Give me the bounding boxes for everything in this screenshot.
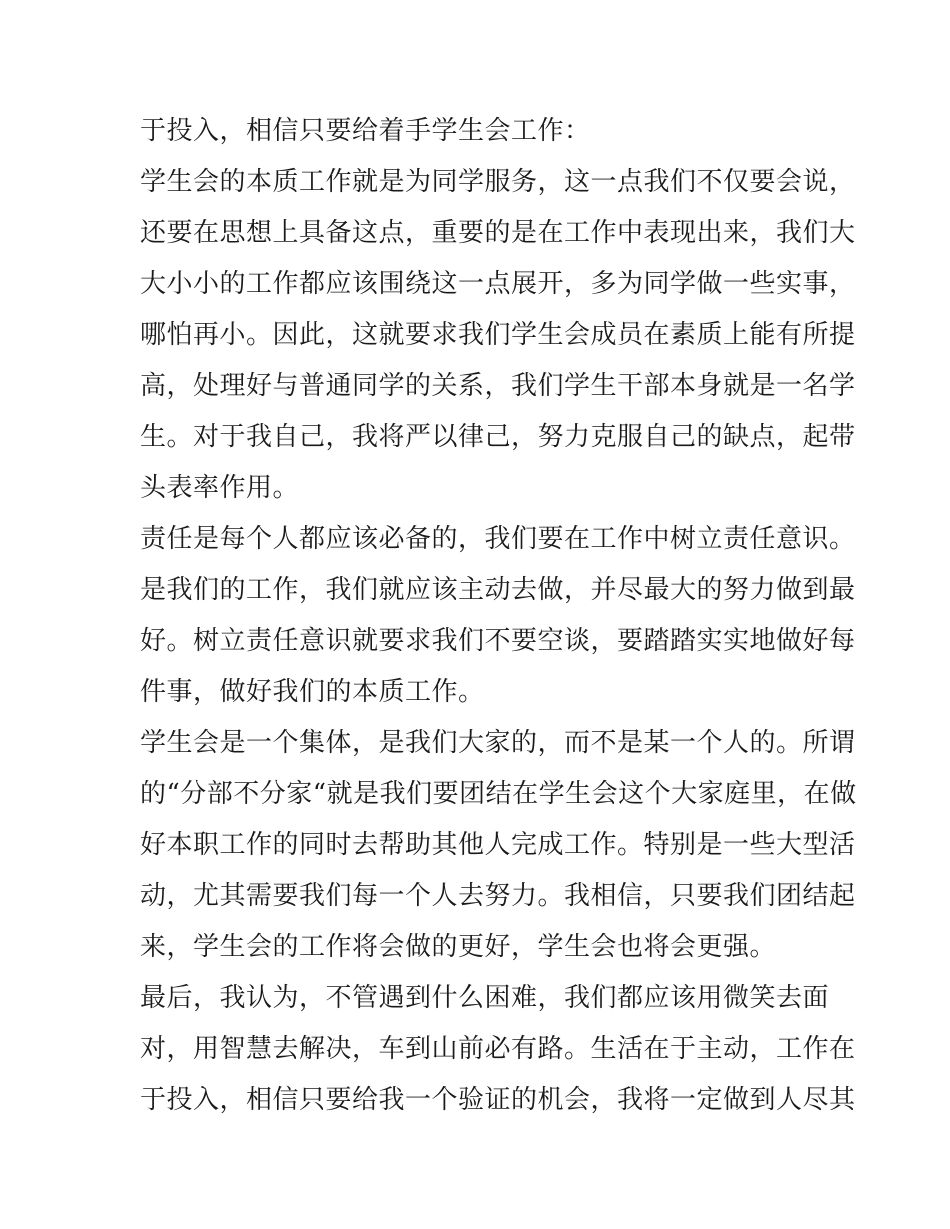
text-line-16: 动，尤其需要我们每一个人去努力。我相信，只要我们团结起 (140, 881, 856, 911)
text-line-17: 来，学生会的工作将会做的更好，学生会也将会更强。 (140, 932, 777, 962)
body-text (140, 106, 857, 1126)
text-line-3: 还要在思想上具备这点，重要的是在工作中表现出来，我们大 (140, 218, 856, 248)
text-line-15: 好本职工作的同时去帮助其他人完成工作。特别是一些大型活 (140, 830, 856, 860)
text-line-18: 最后，我认为，不管遇到什么困难，我们都应该用微笑去面 (140, 983, 830, 1013)
text-line-9: 责任是每个人都应该必备的，我们要在工作中树立责任意识。 (140, 524, 856, 554)
text-line-5: 哪怕再小。因此，这就要求我们学生会成员在素质上能有所提 (140, 320, 856, 350)
text-line-7: 生。对于我自己，我将严以律己，努力克服自己的缺点，起带 (140, 422, 856, 452)
text-line-12: 件事，做好我们的本质工作。 (140, 677, 485, 707)
text-line-2: 学生会的本质工作就是为同学服务，这一点我们不仅要会说， (140, 167, 856, 197)
text-line-4: 大小小的工作都应该围绕这一点展开，多为同学做一些实事， (140, 269, 856, 299)
text-line-1: 于投入，相信只要给着手学生会工作： (140, 116, 591, 146)
text-line-6: 高，处理好与普通同学的关系，我们学生干部本身就是一名学 (140, 371, 856, 401)
text-line-20: 于投入，相信只要给我一个验证的机会，我将一定做到人尽其 (140, 1085, 856, 1115)
text-line-8: 头表率作用。 (140, 473, 300, 503)
text-line-14: 的“分部不分家“就是我们要团结在学生会这个大家庭里，在做 (140, 779, 857, 809)
text-line-19: 对，用智慧去解决，车到山前必有路。生活在于主动，工作在 (140, 1034, 856, 1064)
text-line-13: 学生会是一个集体，是我们大家的，而不是某一个人的。所谓 (140, 728, 856, 758)
text-line-10: 是我们的工作，我们就应该主动去做，并尽最大的努力做到最 (140, 575, 856, 605)
text-line-11: 好。树立责任意识就要求我们不要空谈，要踏踏实实地做好每 (140, 626, 856, 656)
